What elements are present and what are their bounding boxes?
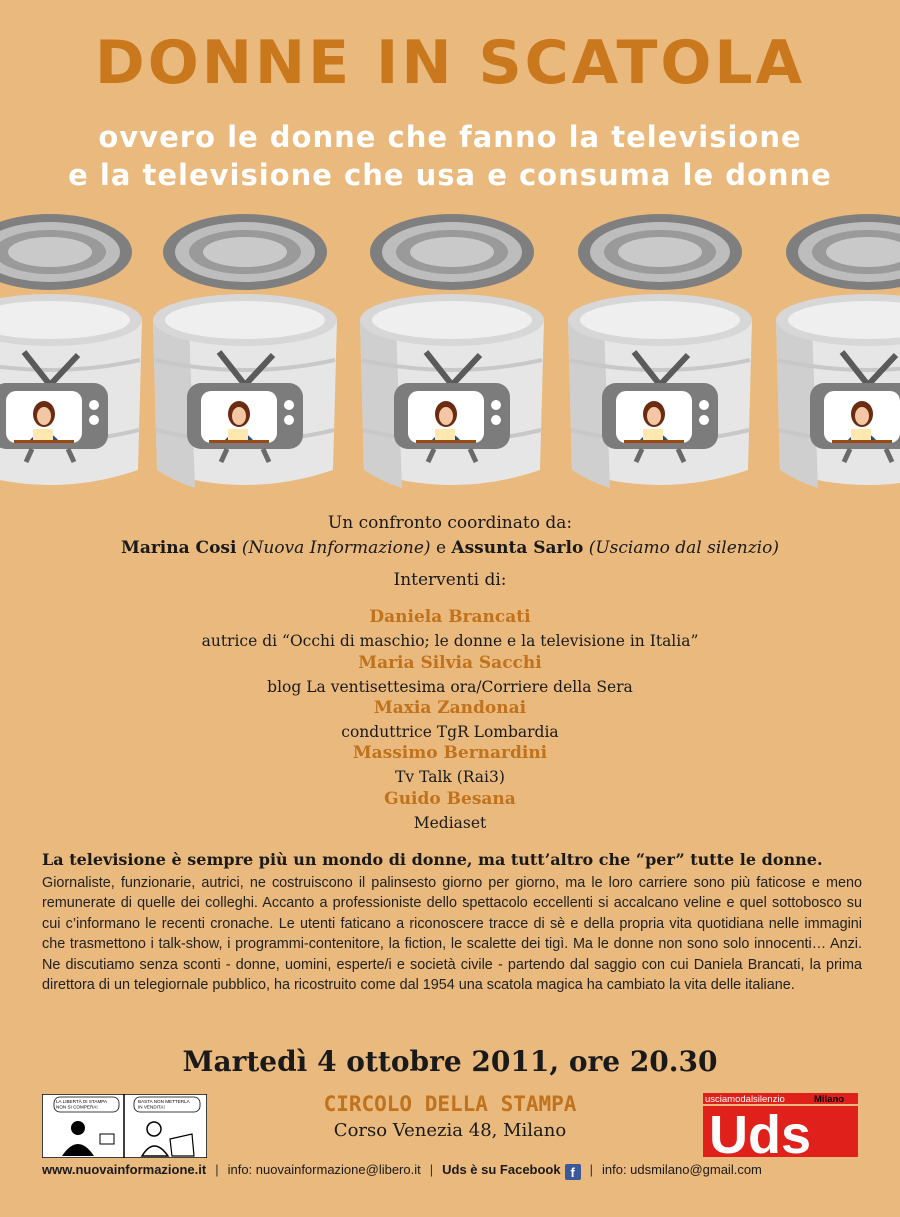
comic-bubble-text: LA LIBERTÀ DI STAMPA NON SI COMPERA! <box>56 1099 107 1110</box>
speaker-role: autrice di “Occhi di maschio; le donne e la televisione in Italia” <box>201 632 699 650</box>
speaker-role: Tv Talk (Rai3) <box>395 768 505 786</box>
uds-tagline: usciamodalsilenzio <box>705 1094 785 1105</box>
facebook-icon[interactable]: f <box>565 1164 581 1180</box>
speakers-heading: Interventi di: <box>393 570 507 590</box>
poster-subtitle-line1: ovvero le donne che fanno la televisione <box>98 120 802 154</box>
coordination-intro: Un confronto coordinato da: <box>327 513 573 533</box>
conjunction: e <box>435 538 447 558</box>
coordination-line <box>0 538 900 558</box>
body-paragraph: Giornaliste, funzionarie, autrici, ne costruiscono il palinsesto giorno per giorno, ma le loro carriere sono più faticose e meno remunerate di quelle dei colleghi. Accanto a professioniste dello spettacolo eccellenti si accalcano veline e quel sottobosco su cui c’informano le recenti cronache. Le utenti faticano a riconoscere tracce di sè e della propria vita quotidiana nelle immagini che trasmettono i talk-show, i programmi-contenitore, la fiction, le scalette dei tigì. Ma le donne non sono solo innocenti… Anzi. Ne discutiamo senza sconti - donne, uomini, esperte/i e società civile - partendo dal saggio con cui Daniela Brancati, la prima direttora di un telegiornale pubblico, ha ricostruito come dal 1954 una scatola magica ha cambiato la vita delle italiane. <box>42 875 862 994</box>
speaker-name: Daniela Brancati <box>369 607 531 627</box>
coordinator-org: (Nuova Informazione) <box>241 538 431 558</box>
coordinator-org: (Usciamo dal silenzio) <box>588 538 779 558</box>
body-lead: La televisione è sempre più un mondo di donne, ma tutt’altro che “per” tutte le donne. <box>42 850 823 869</box>
contact-email[interactable]: info: nuovainformazione@libero.it <box>227 1162 421 1177</box>
divider: | <box>429 1162 434 1177</box>
comic-bubble-text: BASTA NON METTERLA IN VENDITA! <box>138 1099 190 1110</box>
poster-title: DONNE IN SCATOLA <box>94 28 806 98</box>
speaker-role: blog La ventisettesima ora/Corriere della Sera <box>267 678 633 696</box>
website-link[interactable]: www.nuovainformazione.it <box>42 1162 207 1177</box>
event-venue: CIRCOLO DELLA STAMPA <box>323 1092 577 1116</box>
contact-email[interactable]: info: udsmilano@gmail.com <box>602 1162 762 1177</box>
event-date: Martedì 4 ottobre 2011, ore 20.30 <box>182 1045 718 1078</box>
coordinator-name: Marina Cosi <box>121 538 237 558</box>
event-address: Corso Venezia 48, Milano <box>333 1120 567 1141</box>
uds-city: Milano <box>814 1094 845 1105</box>
speaker-name: Guido Besana <box>384 789 516 809</box>
speaker-name: Massimo Bernardini <box>352 743 548 763</box>
poster-subtitle-line2: e la televisione che usa e consuma le donne <box>68 158 832 192</box>
speaker-name: Maria Silvia Sacchi <box>358 653 542 673</box>
comic-strip-logo <box>42 1094 207 1158</box>
coordinator-name: Assunta Sarlo <box>451 538 584 558</box>
uds-name: Uds <box>709 1105 812 1157</box>
speaker-role: Mediaset <box>413 814 487 832</box>
footer <box>42 1162 862 1180</box>
divider: | <box>589 1162 593 1177</box>
uds-logo <box>703 1093 858 1157</box>
facebook-link[interactable]: Uds è su Facebook <box>442 1162 561 1177</box>
speaker-role: conduttrice TgR Lombardia <box>341 723 559 741</box>
speaker-name: Maxia Zandonai <box>373 698 527 718</box>
divider: | <box>215 1162 219 1177</box>
tin-cans-illustration <box>0 200 900 510</box>
